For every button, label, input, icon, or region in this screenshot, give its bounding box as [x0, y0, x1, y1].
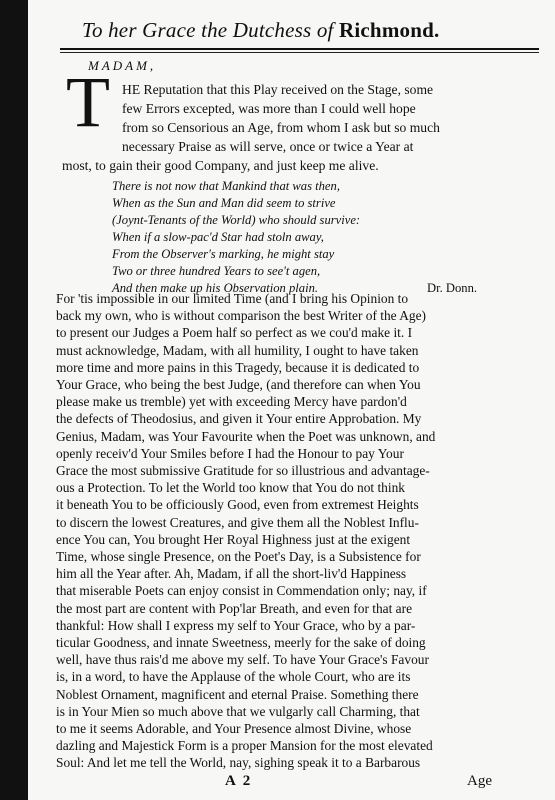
body-line: For 'tis impossible in our limited Time (and I bring his Opinion to	[56, 291, 409, 306]
body-line: Grace the most submissive Gratitude for so illustrious and advantage-	[56, 463, 430, 478]
drop-cap: T	[66, 62, 110, 142]
body-line: back my own, who is without comparison the best Writer of the Age)	[56, 308, 426, 324]
opening-line-2: few Errors excepted, was more than I could well hope	[122, 101, 416, 116]
opening-line-3: from so Censorious an Age, from whom I ask but so much	[122, 120, 440, 135]
poem-attribution: Dr. Donn.	[427, 281, 478, 295]
body-line: ticular Goodness, and innate Sweetness, meerly for the sake of doing	[56, 635, 426, 650]
body-line: ence You can, You brought Her Royal Highness just at the exigent	[56, 531, 411, 547]
body-line: the most part are content with Pop'lar Breath, and even for that are	[56, 600, 413, 616]
opening-line-1: HE Reputation that this Play received on the Stage, some	[122, 82, 434, 97]
body-line: Genius, Madam, was Your Favourite when the Poet was unknown, and	[56, 428, 436, 444]
body-line: it beneath You to be officiously Good, even from extremest Heights	[56, 497, 419, 513]
catchword: Age	[467, 773, 492, 789]
body-line: must acknowledge, Madam, with all humility, I ought to have taken	[56, 342, 419, 358]
poem-line: (Joynt-Tenants of the World) who should survive:	[112, 213, 361, 227]
poem-line: Two or three hundred Years to see't agen,	[112, 264, 321, 278]
opening-line-5: most, to gain their good Company, and just keep me alive.	[62, 158, 379, 173]
signature-mark: A 2	[225, 773, 253, 789]
body-line: Your Grace, who being the best Judge, (and therefore can when You	[56, 377, 421, 392]
body-line: to me it seems Adorable, and Your Presence almost Divine, whose	[56, 721, 412, 736]
poem-line: When if a slow-pac'd Star had stoln away,	[112, 230, 324, 244]
body-line: to present our Judges a Poem half so perfect as we cou'd make it. I	[56, 325, 413, 341]
poem-line: When as the Sun and Man did seem to strive	[112, 196, 336, 210]
poem-line: And then make up his Observation plain.	[112, 281, 319, 295]
body-line: the defects of Theodosius, and given it Your entire Approbation. My	[56, 411, 422, 427]
body-line: more time and more pains in this Tragedy, because it is dedicated to	[56, 359, 420, 375]
body-line: please make us tremble) yet with exceeding Mercy have pardon'd	[56, 394, 407, 410]
body-line: openly receiv'd Your Smiles before I had the Honour to pay Your	[56, 445, 404, 461]
body-line: that miserable Poets can enjoy consist in Commendation only; nay, if	[56, 583, 427, 599]
body-line: is in Your Mien so much above that we vulgarly call Charming, that	[56, 703, 420, 719]
body-line: to discern the lowest Creatures, and give them all the Noblest Influ-	[56, 514, 419, 530]
body-line: well, have thus rais'd me above my self. To have Your Grace's Favour	[56, 652, 429, 668]
body-line: dazling and Majestick Form is a proper Mansion for the most elevated	[56, 738, 433, 754]
body-line: is, in a word, to have the Applause of the whole Court, who are its	[56, 669, 411, 685]
body-line: Time, whose single Presence, on the Poet's Day, is a Subsistence for	[56, 549, 421, 564]
title-italic: To her Grace the Dutchess of	[82, 18, 334, 42]
body-line: him all the Year after. Ah, Madam, if all the short-liv'd Happiness	[56, 566, 407, 582]
body-line: ous a Protection. To let the World too know that You do not think	[56, 480, 405, 496]
salutation: MADAM,	[88, 58, 157, 73]
title-rule-thin	[60, 52, 539, 53]
title-rule	[60, 48, 539, 50]
poem-line: From the Observer's marking, he might stay	[112, 247, 335, 261]
body-line: Soul: And let me tell the World, nay, sighing speak it to a Barbarous	[56, 755, 421, 771]
poem-line: There is not now that Mankind that was then,	[112, 179, 340, 193]
opening-line-4: necessary Praise as will serve, once or twice a Year at	[122, 139, 414, 154]
body-line: Noblest Ornament, magnificent and eternal Praise. Something there	[56, 686, 419, 702]
dedication-title	[82, 18, 439, 43]
body-line: thankful: How shall I express my self to Your Grace, who by a par-	[56, 617, 416, 633]
title-name: Richmond.	[339, 18, 440, 42]
